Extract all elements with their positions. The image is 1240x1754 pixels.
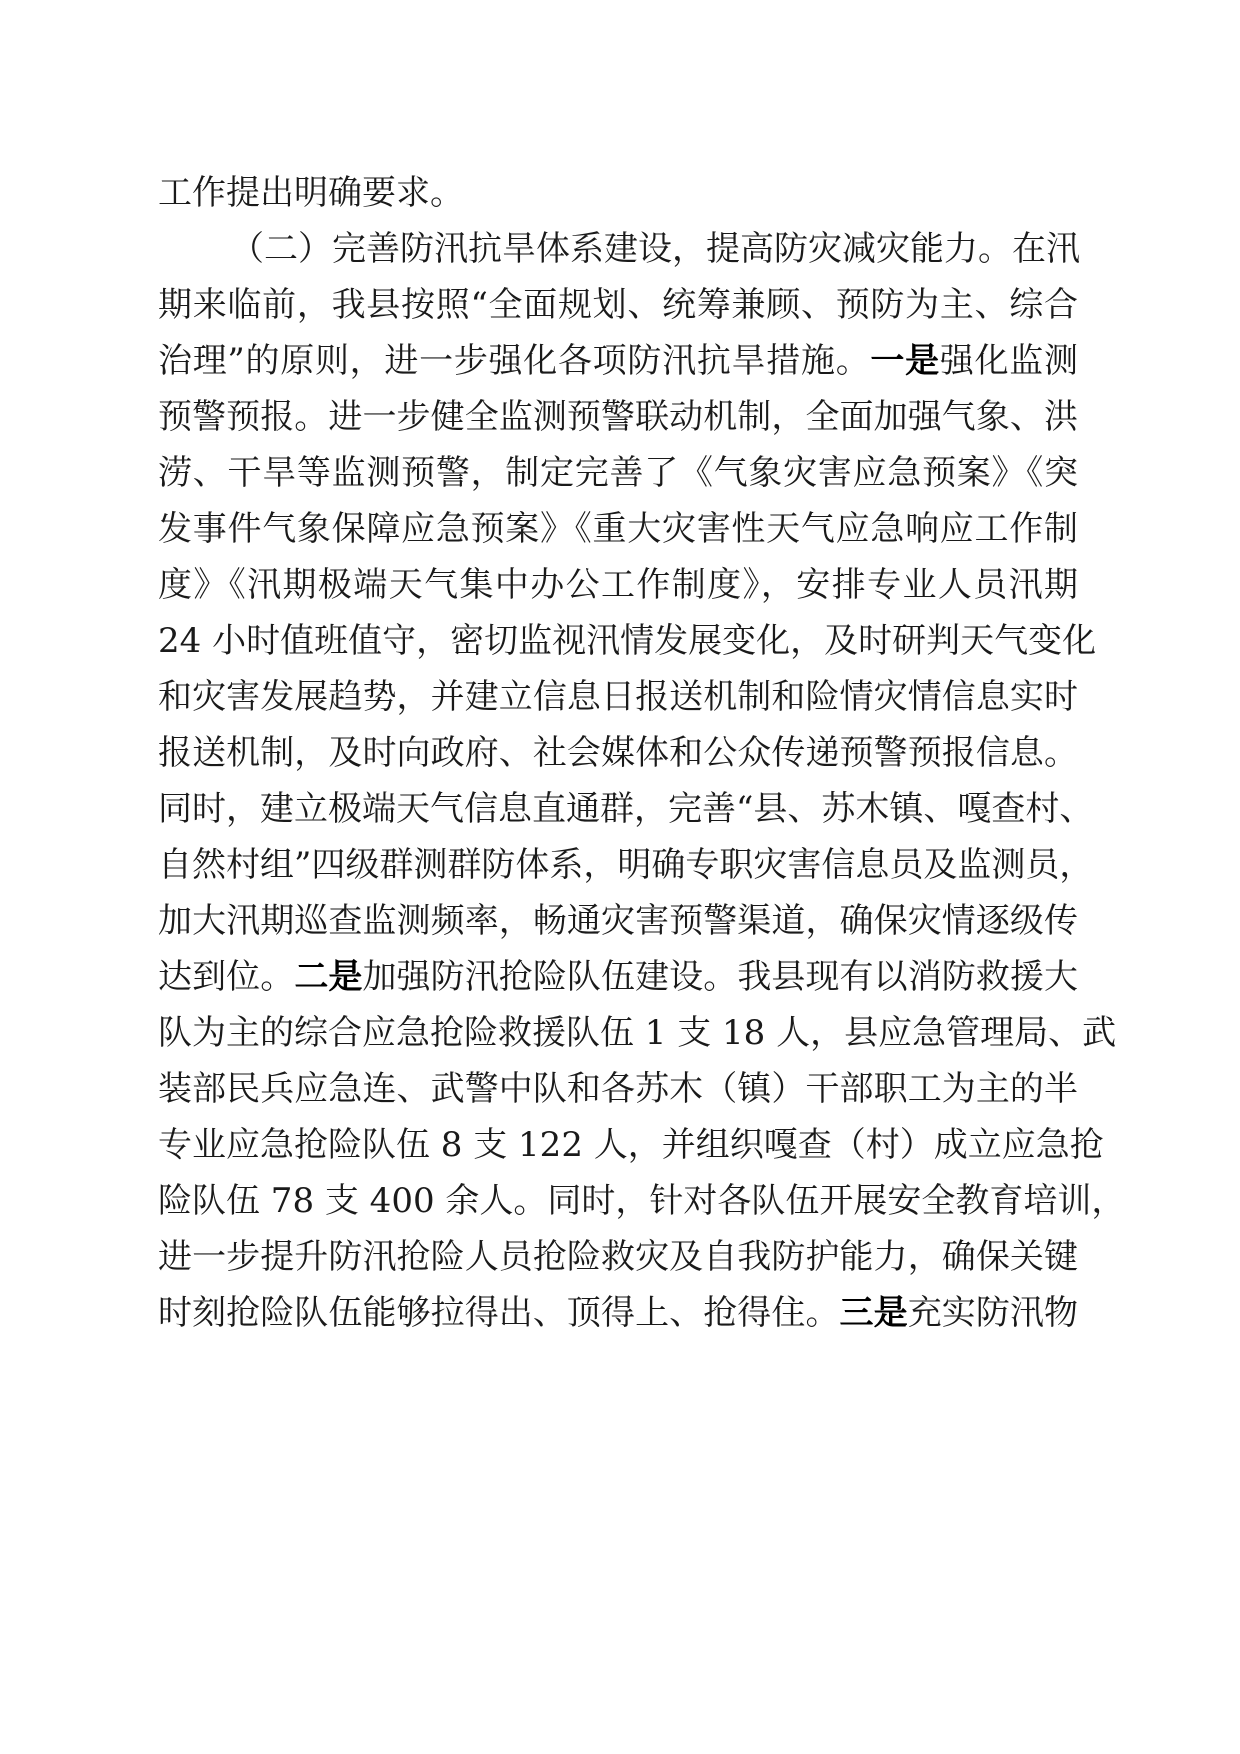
paragraph-line: 报送机制，及时向政府、社会媒体和公众传递预警预报信息。 [158, 733, 1078, 773]
line-text: 时刻抢险队伍能够拉得出、顶得上、抢得住。 [158, 1293, 840, 1333]
paragraph-line [158, 1283, 1078, 1343]
paragraph-line: 和灾害发展趋势，并建立信息日报送机制和险情灾情信息实时 [158, 677, 1078, 717]
paragraph-line: （二）完善防汛抗旱体系建设，提高防灾减灾能力。在汛 [230, 229, 1080, 269]
line-text: 达到位。 [158, 957, 295, 997]
paragraph-line: 期来临前，我县按照“全面规划、统筹兼顾、预防为主、综合 [158, 285, 1078, 325]
paragraph-line: 同时，建立极端天气信息直通群，完善“县、苏木镇、嘎查村、 [158, 789, 1094, 829]
paragraph-line: 涝、干旱等监测预警，制定完善了《气象灾害应急预案》《突 [158, 453, 1078, 493]
line-text: 充实防汛物 [907, 1293, 1079, 1333]
paragraph-line: 发事件气象保障应急预案》《重大灾害性天气应急响应工作制 [158, 509, 1078, 549]
line-text: 加强防汛抢险队伍建设。我县现有以消防救援大 [362, 957, 1079, 997]
emphasis-second: 二是 [294, 957, 363, 997]
paragraph-line: 险队伍 78 支 400 余人。同时，针对各队伍开展安全教育培训， [158, 1181, 1126, 1221]
paragraph-line: 工作提出明确要求。 [158, 173, 464, 213]
paragraph-line: 装部民兵应急连、武警中队和各苏木（镇）干部职工为主的半 [158, 1069, 1078, 1109]
paragraph-line: 度》《汛期极端天气集中办公工作制度》，安排专业人员汛期 [158, 565, 1078, 605]
paragraph-line: 加大汛期巡查监测频率，畅通灾害预警渠道，确保灾情逐级传 [158, 901, 1078, 941]
emphasis-third: 三是 [839, 1293, 908, 1333]
line-text: 强化监测 [939, 341, 1079, 381]
line-text: 治理”的原则，进一步强化各项防汛抗旱措施。 [158, 341, 871, 381]
paragraph-line: 24 小时值班值守，密切监视汛情发展变化，及时研判天气变化 [158, 621, 1097, 661]
paragraph-line: 自然村组”四级群测群防体系，明确专职灾害信息员及监测员， [158, 845, 1094, 885]
paragraph-line: 预警预报。进一步健全监测预警联动机制，全面加强气象、洪 [158, 397, 1078, 437]
paragraph-line: 专业应急抢险队伍 8 支 122 人，并组织嘎查（村）成立应急抢 [158, 1125, 1104, 1165]
paragraph-line: 队为主的综合应急抢险救援队伍 1 支 18 人，县应急管理局、武 [158, 1013, 1117, 1053]
emphasis-first: 一是 [870, 341, 940, 381]
paragraph-line [158, 331, 1078, 391]
paragraph-line [158, 947, 1078, 1007]
paragraph-line: 进一步提升防汛抢险人员抢险救灾及自我防护能力，确保关键 [158, 1237, 1078, 1277]
